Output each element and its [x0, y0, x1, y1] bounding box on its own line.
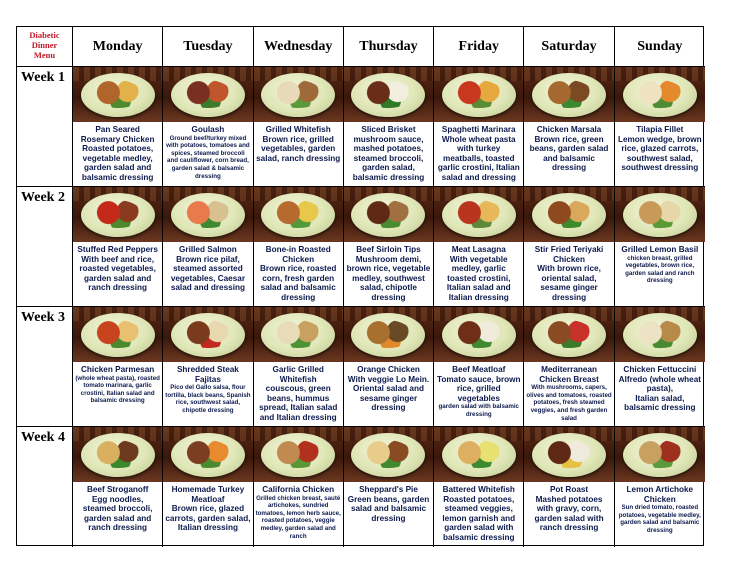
food-image: [274, 80, 322, 108]
meal-photo: [73, 307, 162, 362]
meal-cell: [524, 67, 614, 187]
meal-title: Meat Lasagna: [451, 245, 506, 254]
meal-description: [434, 362, 523, 426]
meal-photo: [524, 427, 613, 482]
meal-cell: [524, 187, 614, 307]
meal-cell: [524, 427, 614, 547]
meal-cell: [524, 307, 614, 427]
meal-details-extra: garden salad with balsamic dressing: [438, 403, 519, 418]
meal-cell: [254, 67, 344, 187]
food-image: [636, 80, 684, 108]
meal-title: Chicken Fettuccini Alfredo (whole wheat pasta),: [618, 365, 701, 394]
food-image: [636, 200, 684, 228]
meal-title: Shredded Steak Fajitas: [176, 365, 239, 384]
meal-description: [615, 242, 705, 306]
food-image: [94, 80, 142, 108]
week-label: Week 4: [17, 427, 73, 547]
meal-details: Mushroom demi, brown rice, vegetable medley, southwest salad, chipotle dressing: [346, 254, 431, 302]
meal-details: Whole wheat pasta with turkey meatballs, toasted garlic crostini, Italian salad and dressing: [437, 134, 520, 182]
meal-cell: [615, 187, 705, 307]
food-image: [545, 320, 593, 348]
meal-photo: [73, 187, 162, 242]
meal-description: [434, 482, 523, 547]
meal-details: (whole wheat pasta), roasted tomato marinara, garlic crostini, Italian salad and balsamic dressing: [75, 374, 160, 405]
meal-photo: [163, 427, 252, 482]
food-image: [455, 200, 503, 228]
week-label: Week 3: [17, 307, 73, 427]
meal-description: [73, 482, 162, 547]
meal-description: [254, 362, 343, 426]
meal-description: [434, 122, 523, 186]
corner-line: Dinner: [31, 40, 58, 50]
meal-cell: [254, 427, 344, 547]
meal-description: [344, 242, 433, 306]
day-header-friday: Friday: [434, 27, 524, 67]
meal-cell: [73, 427, 163, 547]
meal-title: Bone-in Roasted Chicken: [265, 245, 331, 264]
meal-cell: [254, 187, 344, 307]
meal-details: With veggie Lo Mein. Oriental salad and sesame ginger dressing: [347, 374, 430, 413]
meal-details: Italian salad, balsamic dressing: [624, 393, 696, 413]
meal-cell: [163, 307, 253, 427]
meal-photo: [163, 187, 252, 242]
meal-cell: [163, 67, 253, 187]
food-image: [455, 80, 503, 108]
meal-details: Pico del Gallo salsa, flour tortilla, black beans, Spanish rice, southwest salad, chipotle dressing: [165, 384, 251, 414]
meal-photo: [254, 67, 343, 122]
meal-photo: [524, 307, 613, 362]
meal-photo: [434, 187, 523, 242]
food-image: [94, 200, 142, 228]
meal-cell: [344, 307, 434, 427]
meal-title: Sliced Brisket: [361, 125, 416, 134]
meal-photo: [344, 67, 433, 122]
meal-photo: [163, 307, 252, 362]
menu-corner-label: [17, 27, 73, 67]
meal-description: [615, 362, 705, 426]
meal-photo: [73, 67, 162, 122]
day-header-wednesday: Wednesday: [254, 27, 344, 67]
meal-details: With beef and rice, roasted vegetables, garden salad and ranch dressing: [79, 254, 156, 293]
meal-details: Brown rice, glazed carrots, garden salad, Italian dressing: [165, 504, 251, 533]
meal-photo: [434, 307, 523, 362]
meal-details: Green beans, garden salad and balsamic dressing: [347, 494, 430, 523]
meal-title: Grilled Lemon Basil: [621, 245, 699, 254]
meal-description: [434, 242, 523, 306]
food-image: [184, 200, 232, 228]
meal-cell: [73, 67, 163, 187]
meal-description: [254, 122, 343, 186]
meal-description: [73, 362, 162, 426]
meal-details: With brown rice, oriental salad, sesame ginger dressing: [537, 264, 601, 302]
food-image: [274, 320, 322, 348]
meal-title: Lemon Artichoke Chicken: [626, 485, 694, 504]
meal-cell: [344, 67, 434, 187]
meal-title: Beef Meatloaf: [452, 365, 506, 374]
meal-details: Brown rice, grilled vegetables, garden salad, ranch dressing: [256, 134, 341, 163]
food-image: [364, 200, 412, 228]
meal-photo: [254, 187, 343, 242]
meal-cell: [434, 307, 524, 427]
week-label: Week 1: [17, 67, 73, 187]
meal-photo: [615, 427, 705, 482]
day-header-tuesday: Tuesday: [163, 27, 253, 67]
meal-title: Battered Whitefish: [442, 485, 515, 494]
food-image: [636, 320, 684, 348]
meal-title: Beef Stroganoff: [86, 485, 149, 494]
food-image: [94, 320, 142, 348]
food-image: [545, 440, 593, 468]
meal-description: [254, 242, 343, 306]
meal-details: Brown rice, roasted corn, fresh garden salad and balsamic dressing: [259, 264, 337, 302]
meal-details: Brown rice, green beans, garden salad and balsamic dressing: [529, 134, 609, 173]
meal-description: [524, 242, 613, 306]
meal-photo: [344, 427, 433, 482]
meal-description: [524, 482, 613, 547]
day-header-saturday: Saturday: [524, 27, 614, 67]
meal-title: Pan Seared Rosemary Chicken: [80, 125, 155, 144]
meal-cell: [615, 67, 705, 187]
meal-photo: [615, 187, 705, 242]
food-image: [545, 200, 593, 228]
food-image: [184, 320, 232, 348]
meal-photo: [615, 307, 705, 362]
meal-description: [344, 362, 433, 426]
meal-description: [524, 362, 613, 426]
meal-details: Sun dried tomato, roasted potatoes, vegetable medley, garden salad and balsamic dressing: [618, 504, 701, 534]
meal-description: [254, 482, 343, 547]
meal-title: Garlic Grilled Whitefish: [272, 365, 324, 384]
food-image: [455, 320, 503, 348]
meal-cell: [434, 427, 524, 547]
corner-line: Diabetic: [29, 30, 60, 40]
meal-cell: [615, 307, 705, 427]
food-image: [364, 80, 412, 108]
meal-photo: [434, 427, 523, 482]
meal-details: Roasted potatoes, vegetable medley, garden salad and balsamic dressing: [81, 144, 154, 182]
food-image: [274, 440, 322, 468]
meal-details: Brown rice pilaf, steamed assorted vegetables, Caesar salad and dressing: [170, 254, 246, 293]
day-header-monday: Monday: [73, 27, 163, 67]
meal-photo: [615, 67, 705, 122]
meal-title: Stuffed Red Peppers: [77, 245, 158, 254]
meal-details: Lemon wedge, brown rice, glazed carrots, southwest salad, southwest dressing: [617, 134, 702, 173]
meal-details: With mushrooms, capers, olives and tomatoes, roasted potatoes, fresh steamed veggies, and fresh garden salad: [526, 384, 612, 422]
meal-details: chicken breast, grilled vegetables, brown rice, garden salad and ranch dressing: [625, 254, 695, 285]
food-image: [364, 320, 412, 348]
meal-details: Mashed potatoes with gravy, corn, garden salad with ranch dressing: [534, 494, 604, 533]
meal-title: Pot Roast: [549, 485, 589, 494]
meal-description: [163, 242, 252, 306]
meal-photo: [73, 427, 162, 482]
meal-details: couscous, green beans, hummus spread, Italian salad and Italian dressing: [259, 384, 338, 422]
meal-title: Chicken Parmesan: [81, 365, 155, 374]
meal-cell: [615, 427, 705, 547]
meal-description: [344, 482, 433, 547]
meal-description: [615, 482, 705, 547]
meal-description: [524, 122, 613, 186]
meal-details: With vegetable medley, garlic toasted crostini, Italian salad and Italian dressing: [446, 254, 511, 302]
food-image: [184, 440, 232, 468]
meal-title: Homemade Turkey Meatloaf: [171, 485, 245, 504]
meal-title: Stir Fried Teriyaki Chicken: [534, 245, 604, 264]
food-image: [364, 440, 412, 468]
meal-title: Spaghetti Marinara: [441, 125, 516, 134]
meal-cell: [73, 307, 163, 427]
meal-photo: [344, 187, 433, 242]
meal-title: Orange Chicken: [357, 365, 420, 374]
dinner-menu-table: [16, 26, 704, 546]
meal-description: [163, 362, 252, 426]
meal-details: Grilled chicken breast, sauté artichokes, sundried tomatoes, lemon herb sauce, roasted potatoes, veggie medley, garden salad and ranch: [255, 494, 341, 540]
meal-cell: [73, 187, 163, 307]
meal-description: [344, 122, 433, 186]
meal-description: [163, 482, 252, 547]
meal-details: Roasted potatoes, steamed veggies, lemon garnish and garden salad with balsamic dressing: [442, 494, 516, 542]
day-header-sunday: Sunday: [615, 27, 705, 67]
meal-photo: [434, 67, 523, 122]
meal-title: Goulash: [191, 125, 225, 134]
meal-title: Mediterranean Chicken Breast: [539, 365, 599, 384]
meal-details: Ground beef/turkey mixed with potatoes, tomatoes and spices, steamed broccoli and cauliflower, corn bread, garden salad & balsamic dressing: [166, 134, 250, 180]
meal-title: Grilled Whitefish: [265, 125, 331, 134]
meal-title: Grilled Salmon: [179, 245, 237, 254]
meal-photo: [524, 187, 613, 242]
week-label: Week 2: [17, 187, 73, 307]
meal-details: Tomato sauce, brown rice, grilled vegetables: [436, 374, 521, 403]
meal-description: [73, 122, 162, 186]
day-header-thursday: Thursday: [344, 27, 434, 67]
meal-photo: [344, 307, 433, 362]
meal-cell: [344, 427, 434, 547]
food-image: [636, 440, 684, 468]
meal-photo: [254, 427, 343, 482]
meal-title: California Chicken: [262, 485, 335, 494]
meal-description: [163, 122, 252, 186]
meal-title: Sheppard's Pie: [359, 485, 418, 494]
meal-title: Chicken Marsala: [536, 125, 602, 134]
meal-cell: [344, 187, 434, 307]
food-image: [184, 80, 232, 108]
meal-title: Beef Sirloin Tips: [356, 245, 421, 254]
corner-line: Menu: [33, 50, 56, 60]
food-image: [545, 80, 593, 108]
meal-title: Tilapia Fillet: [636, 125, 684, 134]
meal-photo: [524, 67, 613, 122]
meal-cell: [163, 187, 253, 307]
meal-cell: [434, 67, 524, 187]
meal-description: [615, 122, 705, 186]
meal-photo: [163, 67, 252, 122]
food-image: [455, 440, 503, 468]
meal-details: Egg noodles, steamed broccoli, garden salad and ranch dressing: [82, 494, 153, 533]
meal-cell: [434, 187, 524, 307]
meal-cell: [254, 307, 344, 427]
meal-details: mushroom sauce, mashed potatoes, steamed broccoli, garden salad, balsamic dressing: [352, 134, 425, 182]
meal-cell: [163, 427, 253, 547]
food-image: [94, 440, 142, 468]
meal-photo: [254, 307, 343, 362]
meal-description: [73, 242, 162, 306]
food-image: [274, 200, 322, 228]
